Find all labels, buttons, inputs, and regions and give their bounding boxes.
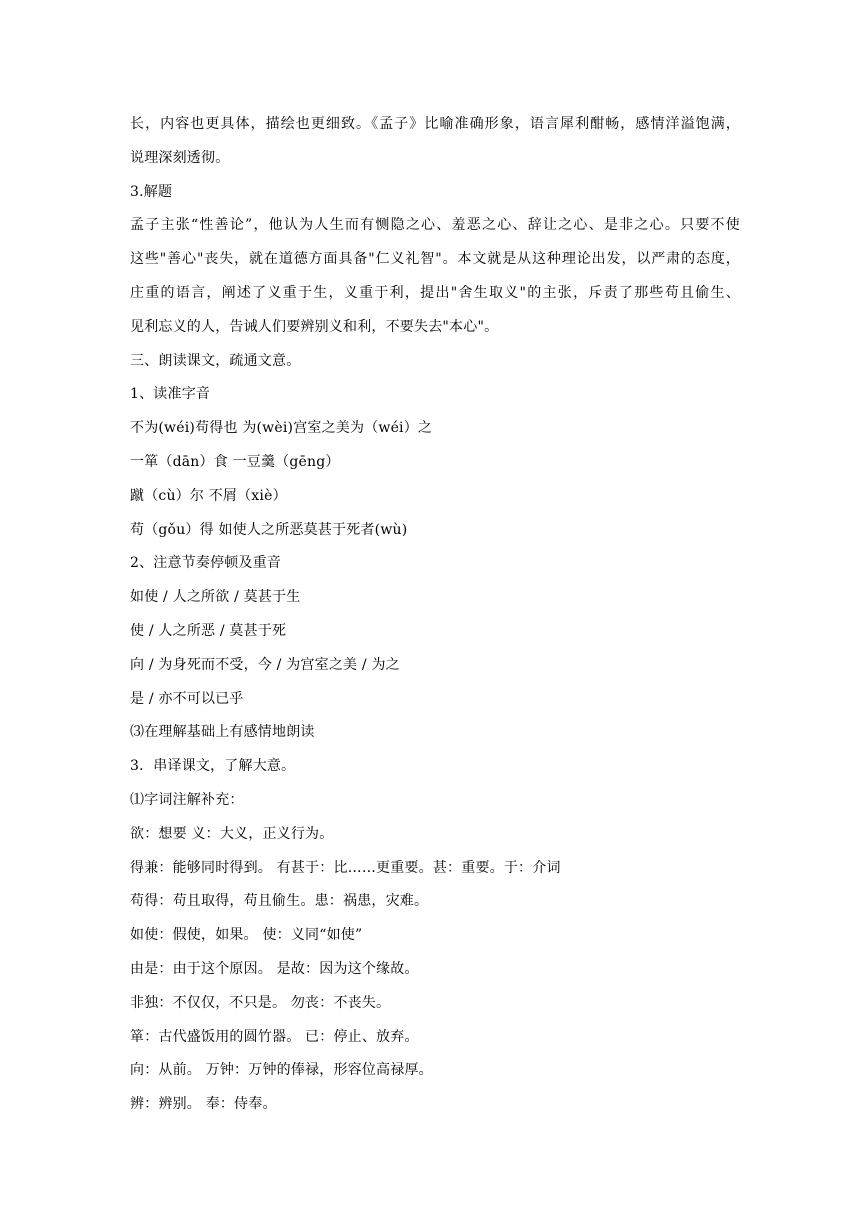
subsection-heading: 3．串译课文，了解大意。 (130, 758, 296, 775)
section-heading: 3.解题 (130, 183, 173, 200)
pronunciation-line: 苟（gǒu）得 如使人之所恶莫甚于死者(wù) (130, 521, 408, 538)
subsection-heading: 1、读准字音 (130, 386, 211, 403)
glossary-line: 向：从前。 万钟：万钟的俸禄，形容位高禄厚。 (130, 1062, 433, 1079)
glossary-line: 欲：想要 义：大义，正义行为。 (130, 825, 334, 842)
subsection-heading: 2、注意节奏停顿及重音 (130, 555, 282, 572)
glossary-line: 非独：不仅仅，不只是。 勿丧：不丧失。 (130, 994, 391, 1011)
rhythm-line: 使 / 人之所恶 / 莫甚于死 (130, 622, 287, 639)
glossary-line: 得兼：能够同时得到。 有甚于：比……更重要。甚：重要。于：介词 (130, 859, 561, 876)
paragraph-line: 见利忘义的人，告诫人们要辨别义和利，不要失去"本心"。 (130, 318, 499, 335)
rhythm-line: 如使 / 人之所欲 / 莫甚于生 (130, 589, 301, 606)
pronunciation-line: 不为(wéi)苟得也 为(wèi)宫室之美为（wéi）之 (130, 420, 433, 437)
pronunciation-line: 一箪（dān）食 一豆羹（gēng） (130, 453, 340, 470)
rhythm-line: 是 / 亦不可以已乎 (130, 690, 244, 707)
paragraph-line: 说理深刻透彻。 (130, 149, 230, 166)
glossary-line: 箪：古代盛饭用的圆竹器。 已：停止、放弃。 (130, 1028, 419, 1045)
pronunciation-line: 蹴（cù）尔 不屑（xiè） (130, 487, 287, 504)
section-heading: 三、朗读课文，疏通文意。 (130, 352, 301, 369)
glossary-line: 苟得：苟且取得，苟且偷生。患：祸患，灾难。 (130, 893, 429, 910)
glossary-line: 由是：由于这个原因。 是故：因为这个缘故。 (130, 960, 419, 977)
instruction-line: ⑶在理解基础上有感情地朗读 (130, 724, 315, 741)
rhythm-line: 向 / 为身死而不受，今 / 为宫室之美 / 为之 (130, 656, 400, 673)
paragraph-line: 这些"善心"丧失，就在道德方面具备"仁义礼智"。本文就是从这种理论出发，以严肃的态度， (130, 251, 740, 268)
paragraph-line: 庄重的语言，阐述了义重于生，义重于利，提出"舍生取义"的主张，斥责了那些苟且偷生、 (130, 284, 740, 301)
document-body (130, 108, 740, 1122)
glossary-line: 如使：假使，如果。 使：义同“如使” (130, 927, 363, 944)
paragraph-line: 孟子主张“性善论”，他认为人生而有恻隐之心、羞恶之心、辞让之心、是非之心。只要不使 (130, 217, 740, 234)
glossary-line: 辨：辨别。 奉：侍奉。 (130, 1096, 277, 1113)
paragraph-line: 长，内容也更具体，描绘也更细致。《孟子》比喻准确形象，语言犀利酣畅，感情洋溢饱满， (130, 116, 740, 132)
instruction-line: ⑴字词注解补充： (130, 791, 244, 808)
